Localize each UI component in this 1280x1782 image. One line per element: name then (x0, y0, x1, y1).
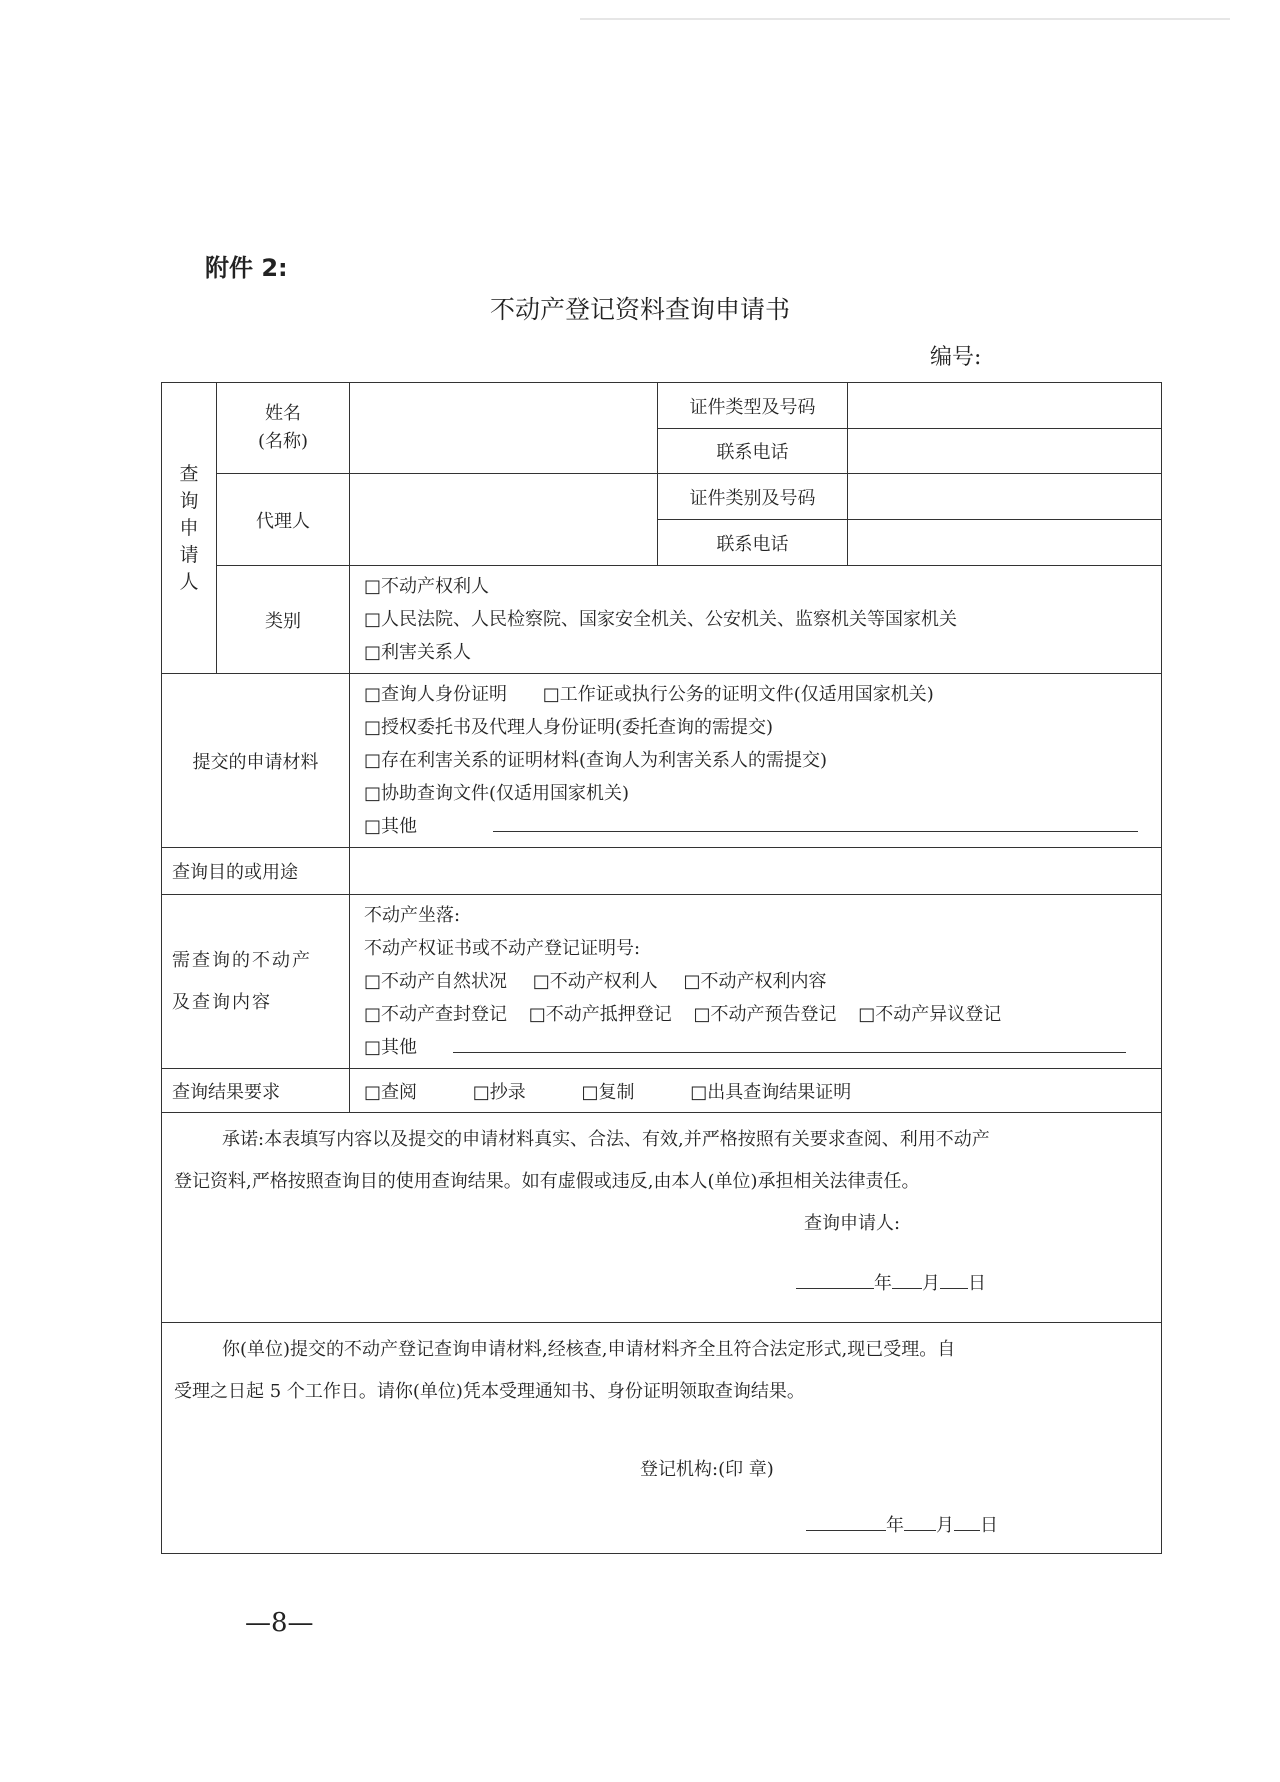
property-other-line[interactable] (453, 1032, 1126, 1053)
result-option-certificate[interactable]: □出具查询结果证明 (690, 1081, 852, 1103)
property-label: 需查询的不动产 及查询内容 (162, 895, 350, 1069)
id-type-label: 证件类型及号码 (658, 383, 848, 429)
category-option-owner[interactable]: □不动产权利人 (364, 576, 490, 597)
acceptance-date: 年 月 日 (174, 1505, 1149, 1547)
material-other-line[interactable] (493, 811, 1138, 832)
result-option-view[interactable]: □查阅 (364, 1081, 418, 1103)
result-option-transcribe[interactable]: □抄录 (472, 1081, 526, 1103)
material-interest-proof[interactable]: □存在利害关系的证明材料(查询人为利害关系人的需提交) (364, 750, 828, 771)
name-label: 姓名 (名称) (217, 383, 350, 474)
pledge-section (162, 1113, 1162, 1323)
pledge-day-blank[interactable] (940, 1268, 968, 1289)
option-seizure[interactable]: □不动产查封登记 (364, 1004, 508, 1025)
agent-field[interactable] (350, 474, 658, 566)
option-objection[interactable]: □不动产异议登记 (858, 1004, 1002, 1025)
property-location-label: 不动产坐落: (364, 905, 461, 926)
option-mortgage[interactable]: □不动产抵押登记 (528, 1004, 672, 1025)
name-field[interactable] (350, 383, 658, 474)
material-assist-document[interactable]: □协助查询文件(仅适用国家机关) (364, 783, 630, 804)
category-label: 类别 (217, 566, 350, 674)
material-authorization[interactable]: □授权委托书及代理人身份证明(委托查询的需提交) (364, 717, 774, 738)
option-natural-status[interactable]: □不动产自然状况 (364, 971, 508, 992)
pledge-year-blank[interactable] (796, 1268, 874, 1289)
page-number: —8— (245, 1608, 314, 1638)
pledge-date: 年 月 日 (174, 1263, 1149, 1305)
agent-phone-label: 联系电话 (658, 520, 848, 566)
property-content (350, 895, 1162, 1069)
property-cert-label: 不动产权证书或不动产登记证明号: (364, 938, 641, 959)
purpose-label: 查询目的或用途 (162, 848, 350, 895)
pledge-text-line1: 承诺:本表填写内容以及提交的申请材料真实、合法、有效,并严格按照有关要求查阅、利用不动产 (222, 1129, 990, 1150)
acceptance-text-line1: 你(单位)提交的不动产登记查询申请材料,经核查,申请材料齐全且符合法定形式,现已受理。自 (222, 1339, 956, 1360)
acceptance-text-line2: 受理之日起 5 个工作日。请你(单位)凭本受理通知书、身份证明领取查询结果。 (174, 1381, 805, 1402)
id-type-field[interactable] (848, 383, 1162, 429)
option-advance-notice[interactable]: □不动产预告登记 (693, 1004, 837, 1025)
category-options (350, 566, 1162, 674)
material-work-permit[interactable]: □工作证或执行公务的证明文件(仅适用国家机关) (542, 684, 934, 705)
result-options (350, 1069, 1162, 1113)
material-other[interactable]: □其他 (364, 816, 418, 837)
serial-label: 编号: (930, 345, 982, 370)
annex-label: 附件 2: (205, 254, 288, 282)
result-option-copy[interactable]: □复制 (581, 1081, 635, 1103)
option-right-holder[interactable]: □不动产权利人 (532, 971, 658, 992)
materials-label: 提交的申请材料 (162, 674, 350, 848)
phone-field[interactable] (848, 429, 1162, 474)
acceptance-month-blank[interactable] (904, 1510, 936, 1531)
pledge-month-blank[interactable] (892, 1268, 922, 1289)
acceptance-year-blank[interactable] (806, 1510, 886, 1531)
acceptance-day-blank[interactable] (954, 1510, 980, 1531)
pledge-signer-label: 查询申请人: (804, 1213, 901, 1234)
result-label: 查询结果要求 (162, 1069, 350, 1113)
pledge-text-line2: 登记资料,严格按照查询目的使用查询结果。如有虚假或违反,由本人(单位)承担相关法律责任。 (174, 1171, 920, 1192)
option-right-content[interactable]: □不动产权利内容 (683, 971, 827, 992)
agent-label: 代理人 (217, 474, 350, 566)
materials-options (350, 674, 1162, 848)
phone-label: 联系电话 (658, 429, 848, 474)
property-other[interactable]: □其他 (364, 1037, 418, 1058)
acceptance-section (162, 1323, 1162, 1554)
category-option-interested-party[interactable]: □利害关系人 (364, 642, 472, 663)
material-identity-proof[interactable]: □查询人身份证明 (364, 684, 508, 705)
agent-id-label: 证件类别及号码 (658, 474, 848, 520)
purpose-field[interactable] (350, 848, 1162, 895)
scan-edge-line (580, 18, 1230, 20)
category-option-state-organ[interactable]: □人民法院、人民检察院、国家安全机关、公安机关、监察机关等国家机关 (364, 609, 958, 630)
applicant-section-label: 查询申请人 (162, 383, 217, 674)
agent-id-field[interactable] (848, 474, 1162, 520)
acceptance-agency-label: 登记机构:(印 章) (640, 1459, 774, 1480)
page-title: 不动产登记资料查询申请书 (489, 295, 790, 324)
agent-phone-field[interactable] (848, 520, 1162, 566)
application-form (161, 382, 1162, 1554)
